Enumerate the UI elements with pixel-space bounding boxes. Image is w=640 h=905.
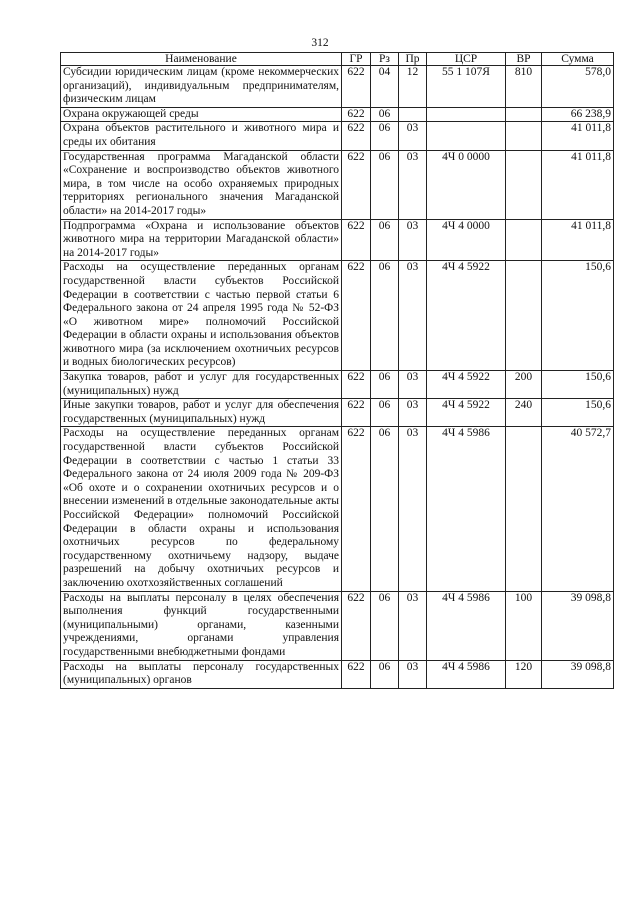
row-vr [506, 122, 542, 150]
table-row [61, 427, 614, 591]
row-name: Расходы на осуществление переданных органам государственной власти субъектов Российской Федерации в соответствии с частью первой статьи 6 Федерального закона от 24 апреля 1995 года № 52-ФЗ «О животном мире» полномочий Российской Федерации в области охраны и использования объектов животного мира (за исключением охотничьих ресурсов и водных биологических ресурсов) [61, 261, 342, 371]
row-pr: 03 [399, 399, 427, 427]
row-name: Закупка товаров, работ и услуг для государственных (муниципальных) нужд [61, 371, 342, 399]
row-csr: 4Ч 4 5986 [427, 591, 506, 660]
table-row [61, 66, 614, 108]
row-vr [506, 219, 542, 261]
row-pr: 12 [399, 66, 427, 108]
row-vr [506, 150, 542, 219]
row-name: Охрана объектов растительного и животного мира и среды их обитания [61, 122, 342, 150]
row-rz: 06 [371, 399, 399, 427]
row-vr: 200 [506, 371, 542, 399]
row-gr: 622 [342, 219, 371, 261]
row-csr: 4Ч 4 5922 [427, 371, 506, 399]
row-gr: 622 [342, 399, 371, 427]
row-pr [399, 107, 427, 122]
row-gr: 622 [342, 371, 371, 399]
row-rz: 06 [371, 219, 399, 261]
row-pr: 03 [399, 591, 427, 660]
row-pr: 03 [399, 371, 427, 399]
row-pr: 03 [399, 427, 427, 591]
row-sum: 150,6 [542, 399, 614, 427]
row-rz: 06 [371, 660, 399, 688]
row-name: Государственная программа Магаданской области «Сохранение и воспроизводство объектов животного мира, в том числе на особо охраняемых природных территориях регионального значения Магаданской области» на 2014-2017 годы» [61, 150, 342, 219]
row-sum: 578,0 [542, 66, 614, 108]
row-csr: 4Ч 4 0000 [427, 219, 506, 261]
row-gr: 622 [342, 66, 371, 108]
row-rz: 04 [371, 66, 399, 108]
table-row [61, 107, 614, 122]
row-vr [506, 107, 542, 122]
row-sum: 39 098,8 [542, 660, 614, 688]
row-name: Расходы на выплаты персоналу в целях обеспечения выполнения функций государственными (муниципальными) органами, казенными учреждениями, органами управления государственными внебюджетными фондами [61, 591, 342, 660]
header-rz: Рз [371, 53, 399, 66]
row-gr: 622 [342, 150, 371, 219]
row-sum: 41 011,8 [542, 122, 614, 150]
row-rz: 06 [371, 427, 399, 591]
table-row [61, 122, 614, 150]
header-vr: ВР [506, 53, 542, 66]
row-csr: 4Ч 0 0000 [427, 150, 506, 219]
table-row [61, 591, 614, 660]
table-row [61, 219, 614, 261]
row-rz: 06 [371, 261, 399, 371]
table-row [61, 261, 614, 371]
header-name: Наименование [61, 53, 342, 66]
row-sum: 39 098,8 [542, 591, 614, 660]
row-gr: 622 [342, 122, 371, 150]
row-rz: 06 [371, 150, 399, 219]
row-name: Расходы на выплаты персоналу государственных (муниципальных) органов [61, 660, 342, 688]
row-sum: 150,6 [542, 371, 614, 399]
row-rz: 06 [371, 107, 399, 122]
page-number: 312 [311, 37, 329, 49]
row-rz: 06 [371, 122, 399, 150]
row-csr: 4Ч 4 5986 [427, 660, 506, 688]
header-sum: Сумма [542, 53, 614, 66]
row-sum: 41 011,8 [542, 219, 614, 261]
row-csr: 4Ч 4 5922 [427, 261, 506, 371]
row-vr: 100 [506, 591, 542, 660]
row-csr: 55 1 107Я [427, 66, 506, 108]
row-vr: 120 [506, 660, 542, 688]
row-name: Охрана окружающей среды [61, 107, 342, 122]
table-header-row [61, 53, 614, 66]
table-row [61, 150, 614, 219]
row-vr: 810 [506, 66, 542, 108]
row-gr: 622 [342, 107, 371, 122]
row-vr [506, 261, 542, 371]
table-row [61, 399, 614, 427]
row-csr: 4Ч 4 5922 [427, 399, 506, 427]
header-gr: ГР [342, 53, 371, 66]
row-sum: 150,6 [542, 261, 614, 371]
row-name: Субсидии юридическим лицам (кроме некоммерческих организаций), индивидуальным предпринимателям, физическим лицам [61, 66, 342, 108]
budget-table [60, 52, 614, 689]
row-pr: 03 [399, 122, 427, 150]
row-vr: 240 [506, 399, 542, 427]
row-rz: 06 [371, 371, 399, 399]
table-row [61, 660, 614, 688]
row-vr [506, 427, 542, 591]
table-row [61, 371, 614, 399]
row-name: Подпрограмма «Охрана и использование объектов животного мира на территории Магаданской области» на 2014-2017 годы» [61, 219, 342, 261]
row-gr: 622 [342, 660, 371, 688]
row-sum: 66 238,9 [542, 107, 614, 122]
row-csr [427, 107, 506, 122]
row-pr: 03 [399, 219, 427, 261]
row-pr: 03 [399, 150, 427, 219]
row-gr: 622 [342, 427, 371, 591]
row-sum: 41 011,8 [542, 150, 614, 219]
row-name: Иные закупки товаров, работ и услуг для обеспечения государственных (муниципальных) нужд [61, 399, 342, 427]
row-gr: 622 [342, 591, 371, 660]
row-csr [427, 122, 506, 150]
header-csr: ЦСР [427, 53, 506, 66]
row-pr: 03 [399, 660, 427, 688]
header-pr: Пр [399, 53, 427, 66]
row-name: Расходы на осуществление переданных органам государственной власти субъектов Российской Федерации в соответствии с частью 1 статьи 33 Федерального закона от 24 июля 2009 года № 209-ФЗ «Об охоте и о сохранении охотничьих ресурсов и о внесении изменений в отдельные законодательные акты Российской Федерации» полномочий Российской Федерации в области охраны и использования охотничьих ресурсов по федеральному государственному охотничьему надзору, выдаче разрешений на добычу охотничьих ресурсов и заключению охотхозяйственных соглашений [61, 427, 342, 591]
row-csr: 4Ч 4 5986 [427, 427, 506, 591]
row-gr: 622 [342, 261, 371, 371]
row-pr: 03 [399, 261, 427, 371]
row-rz: 06 [371, 591, 399, 660]
row-sum: 40 572,7 [542, 427, 614, 591]
